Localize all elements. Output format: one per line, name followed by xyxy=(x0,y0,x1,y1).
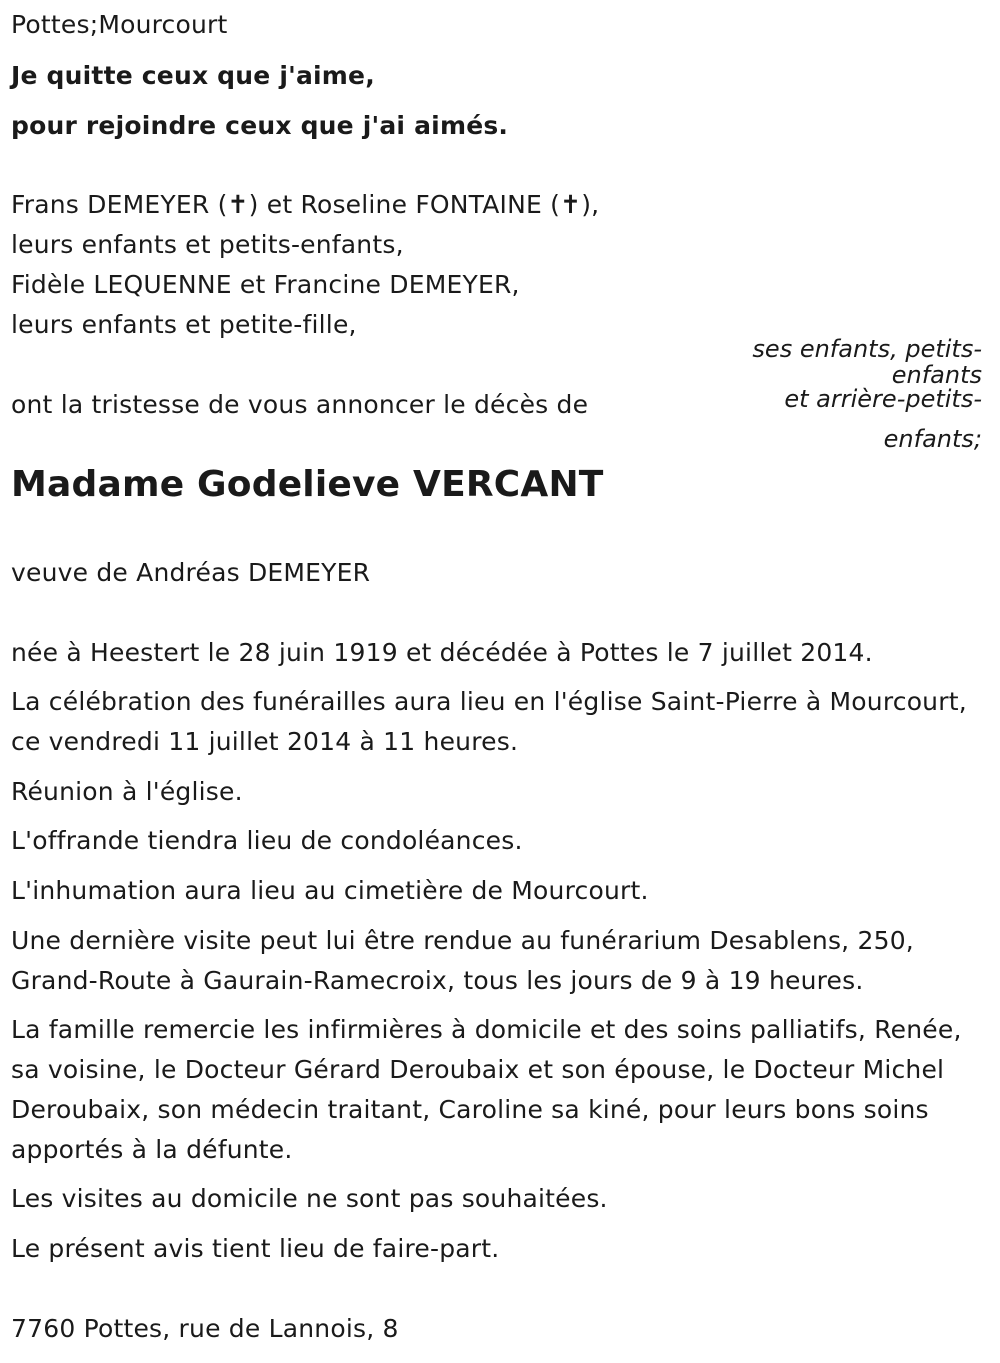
family-line-3: Fidèle LEQUENNE et Francine DEMEYER, xyxy=(11,270,520,299)
family-line-2: leurs enfants et petits-enfants, xyxy=(11,230,404,259)
spouse-line: veuve de Andréas DEMEYER xyxy=(11,558,371,587)
side-note-line-2: enfants xyxy=(891,361,982,389)
side-note-line-4: enfants; xyxy=(883,425,982,453)
side-note-line-3: et arrière-petits- xyxy=(784,385,982,413)
address-line: 7760 Pottes, rue de Lannois, 8 xyxy=(11,1314,399,1343)
home-visits-line: Les visites au domicile ne sont pas souhaitées. xyxy=(11,1184,608,1213)
quote-line-1: Je quitte ceux que j'aime, xyxy=(11,61,375,90)
offering-line: L'offrande tiendra lieu de condoléances. xyxy=(11,826,523,855)
family-line-4: leurs enfants et petite-fille, xyxy=(11,310,357,339)
side-note-line-1: ses enfants, petits- xyxy=(752,335,982,363)
burial-line: L'inhumation aura lieu au cimetière de Mourcourt. xyxy=(11,876,649,905)
location-header: Pottes;Mourcourt xyxy=(11,10,228,39)
family-line-1: Frans DEMEYER (✝) et Roseline FONTAINE (✝), xyxy=(11,190,600,219)
family-side-note xyxy=(722,329,982,459)
notice-line: Le présent avis tient lieu de faire-part. xyxy=(11,1234,500,1263)
quote-line-2: pour rejoindre ceux que j'ai aimés. xyxy=(11,111,509,140)
visit-paragraph: Une dernière visite peut lui être rendue au funérarium Desablens, 250, Grand-Route à Gaurain-Ramecroix, tous les jours de 9 à 19 heures. xyxy=(11,926,914,995)
deceased-name: Madame Godelieve VERCANT xyxy=(11,464,604,505)
announcement-text: ont la tristesse de vous annoncer le décès de xyxy=(11,390,589,419)
thanks-paragraph: La famille remercie les infirmières à domicile et des soins palliatifs, Renée, sa voisine, le Docteur Gérard Deroubaix et son épouse, le Docteur Michel Deroubaix, son médecin traitant, Caroline sa kiné, pour leurs bons soins apportés à la défunte. xyxy=(11,1015,962,1164)
celebration-paragraph: La célébration des funérailles aura lieu en l'église Saint-Pierre à Mourcourt, ce vendredi 11 juillet 2014 à 11 heures. xyxy=(11,687,967,756)
meeting-line: Réunion à l'église. xyxy=(11,777,243,806)
birth-death-line: née à Heestert le 28 juin 1919 et décédée à Pottes le 7 juillet 2014. xyxy=(11,638,873,667)
